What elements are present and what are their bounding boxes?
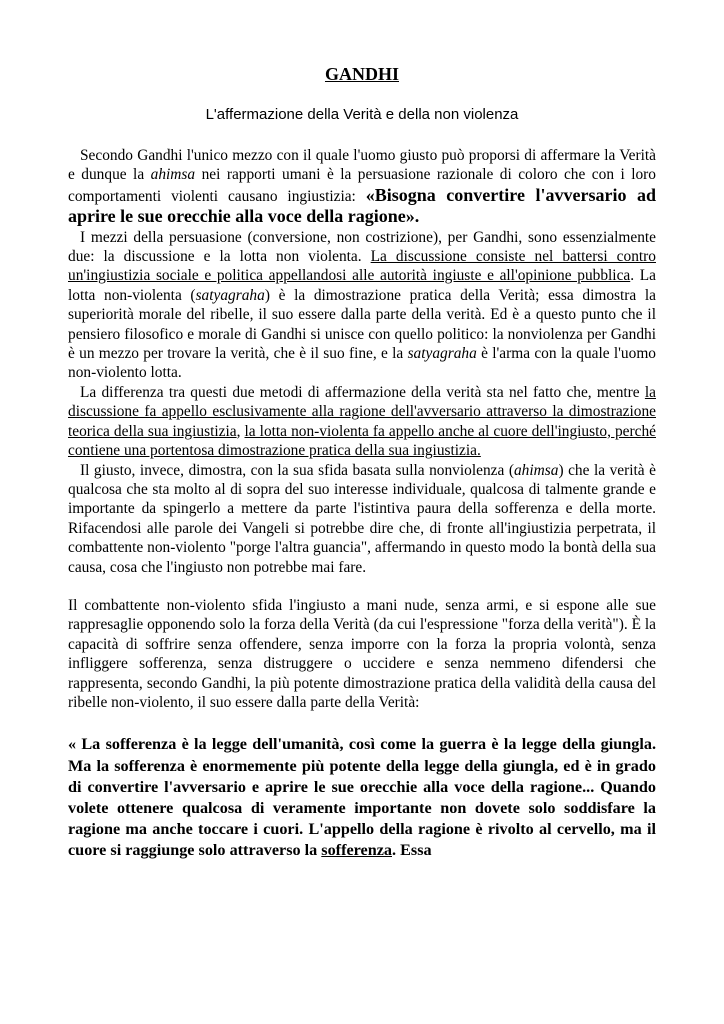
paragraph-5: Il combattente non-violento sfida l'ingiusto a mani nude, senza armi, e si espone alle sue rappresaglie opponendo solo la forza della Verità (da cui l'espressione "forza della verità"). È la capacità di soffrire senza offendere, senza imporre con la forza la propria volontà, senza infliggere sofferenza, senza distruggere o uccidere e senza nemmeno difendersi che rappresenta, secondo Gandhi, la più potente dimostrazione pratica della validità della causa del ribelle non-violento, il suo essere dalla parte della Verità:	[68, 596, 656, 711]
p2-text-b: . La lotta non-violenta (	[68, 267, 656, 304]
p3-text-a: La differenza tra questi due metodi di affermazione della verità sta nel fatto che, mentre	[80, 383, 645, 401]
p3-underlined-2: la lotta non-violenta fa appello anche al cuore dell'ingiusto, perché contiene una portentosa dimostrazione pratica della sua ingiustizia.	[68, 422, 656, 460]
p2-text-a: I mezzi della persuasione (conversione, non costrizione), per Gandhi, sono essenzialmente due: la discussione e la lotta non violenta.	[68, 228, 656, 266]
p4-text-b: ) che la verità è qualcosa che sta molto al di sopra del suo interesse individuale, qualcosa di talmente grande e importante da spingerlo a mettere da parte l'istintiva paura della sofferenza e della morte. Rifacendosi alle parole dei Vangeli si potrebbe dire che, di fronte all'ingiustizia perpetrata, il combattente non-violento "porge l'altra guancia", affermando in questo modo la bontà della sua causa, cosa che l'ingiusto non potrebbe mai fare.	[68, 461, 656, 576]
p2-text-d: è l'arma con la quale l'uomo non-violento lotta.	[68, 345, 656, 382]
p3-text-b: ,	[236, 422, 245, 440]
quote-text-a: « La sofferenza è la legge dell'umanità, così come la guerra è la legge della giungla. Ma la sofferenza è enormemente più potente della legge della giungla, ed è in grado di convertire l'avversario e aprire le sue orecchie alla voce della ragione... Quando volete ottenere qualcosa di veramente importante non dovete solo soddisfare la ragione ma anche toccare i cuori. L'appello della ragione è rivolto al cervello, ma il cuore si raggiunge solo attraverso la	[68, 735, 656, 860]
paragraph-1	[68, 146, 656, 228]
page-title: GANDHI	[324, 64, 399, 84]
p1-bold-quote: «Bisogna convertire l'avversario ad aprire le sue orecchie alla voce della ragione».	[68, 184, 657, 227]
p2-italic-1: satyagraha	[195, 286, 265, 304]
document-body	[68, 146, 656, 862]
gandhi-quote	[68, 734, 656, 861]
p4-italic-1: ahimsa	[513, 461, 559, 479]
p3-underlined-1: la discussione fa appello esclusivamente alla ragione dell'avversario attraverso la dimostrazione teorica della sua ingiustizia	[68, 383, 656, 440]
quote-text-b: . Essa	[392, 841, 432, 860]
paragraph-4	[68, 461, 656, 577]
paragraph-3	[68, 383, 656, 461]
paragraph-2	[68, 228, 656, 383]
quote-underlined: sofferenza	[321, 841, 392, 860]
p2-text-c: ) è la dimostrazione pratica della Verità; essa dimostra la superiorità morale del ribelle, il suo essere dalla parte della verità. Ed è a questo punto che il pensiero filosofico e morale di Gandhi si unisce con quello politico: la nonviolenza per Gandhi è un mezzo per trovare la verità, che è il suo fine, e la	[68, 286, 656, 363]
p2-italic-2: satyagraha	[407, 345, 477, 363]
p1-text-a: Secondo Gandhi l'unico mezzo con il quale l'uomo giusto può proporsi di affermare la Verità e dunque la	[68, 147, 656, 184]
page-subtitle: L'affermazione della Verità e della non violenza	[205, 106, 519, 123]
p2-underlined-1: La discussione consiste nel battersi contro un'ingiustizia sociale e politica appellandosi alle autorità ingiuste e all'opinione pubblica	[68, 248, 656, 285]
p1-text-b: nei rapporti umani è la persuasione razionale di coloro che con i loro comportamenti violenti causano ingiustizia:	[68, 166, 657, 205]
p4-text-a: Il giusto, invece, dimostra, con la sua sfida basata sulla nonviolenza (	[80, 461, 514, 479]
p1-ahimsa: ahimsa	[150, 166, 196, 184]
